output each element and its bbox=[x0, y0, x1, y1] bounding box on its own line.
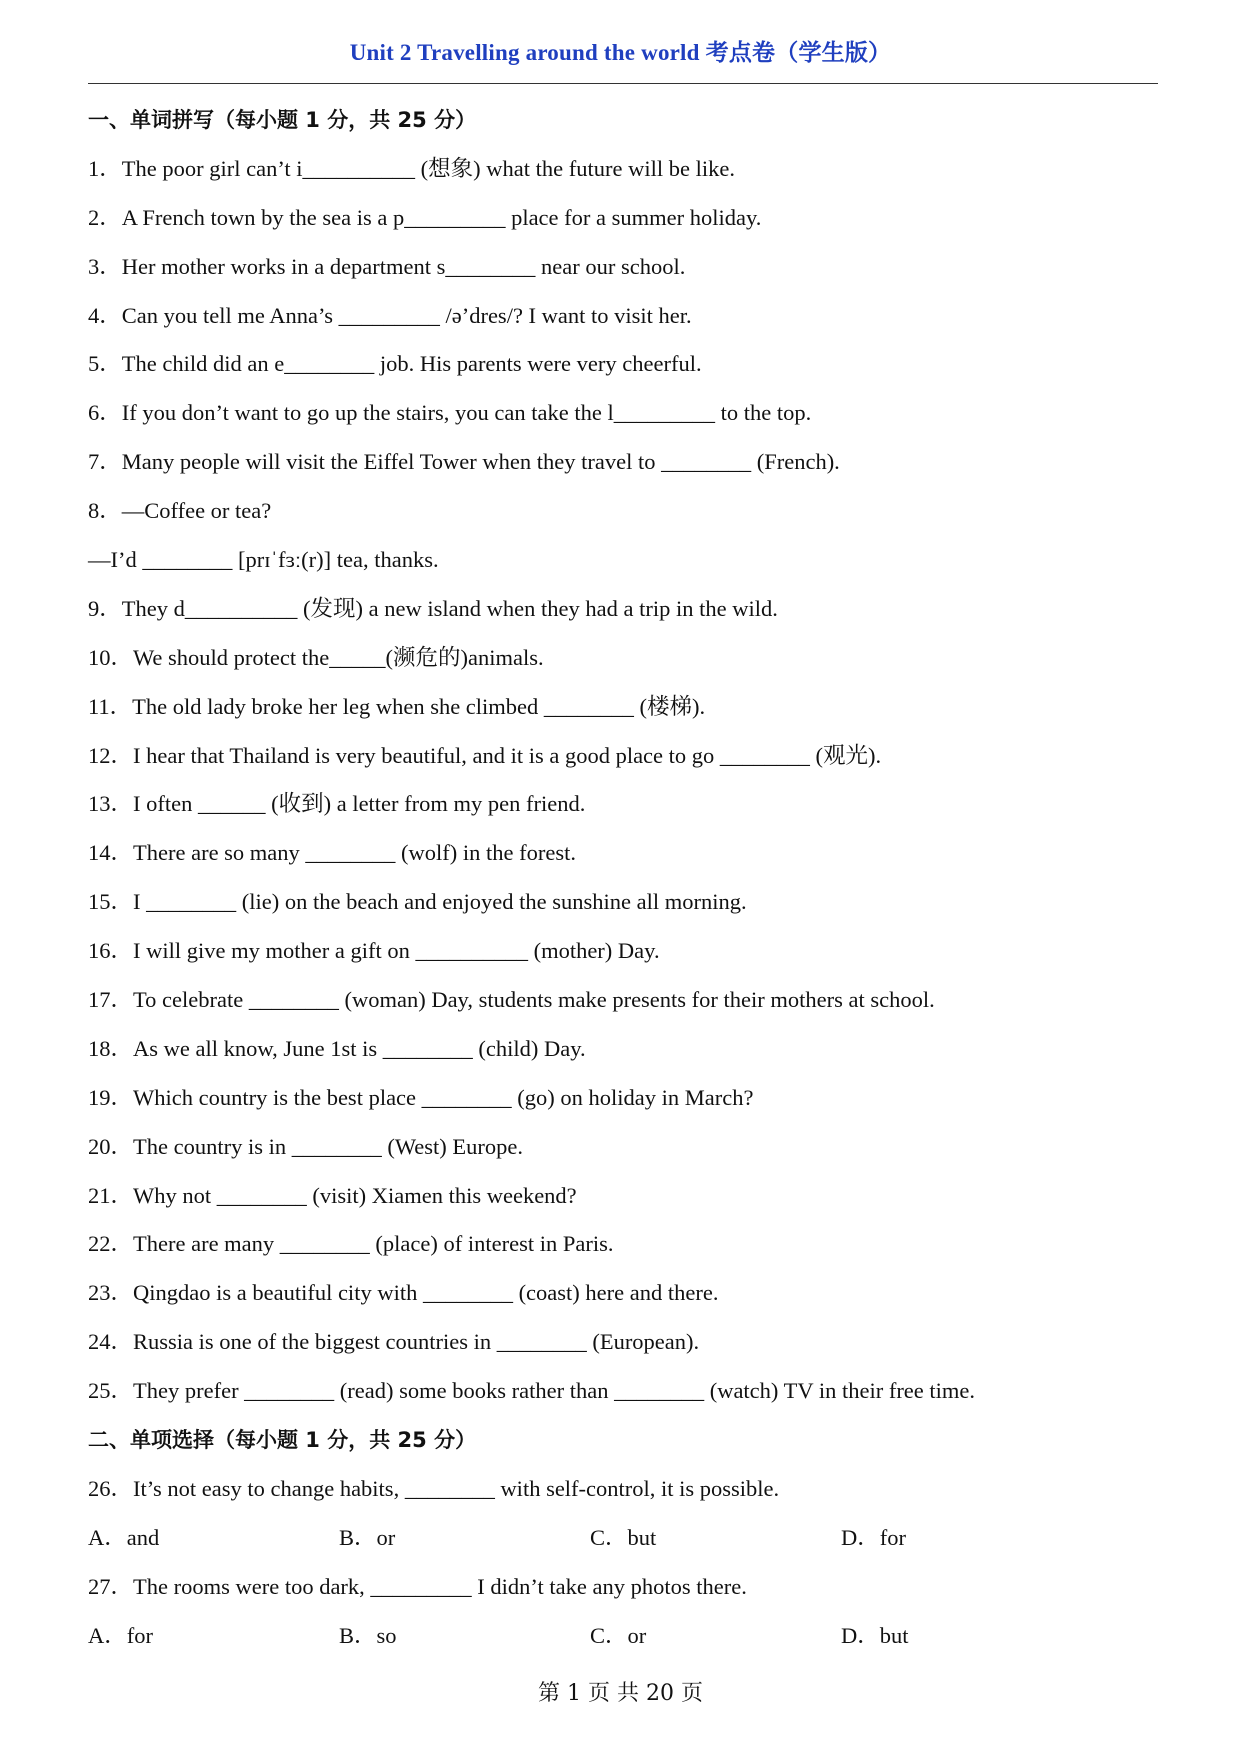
header-divider bbox=[88, 83, 1158, 84]
question-22: 22．There are many ________ (place) of interest in Paris. bbox=[88, 1231, 614, 1257]
section1-item-list bbox=[88, 145, 1168, 1416]
question-24: 24．Russia is one of the biggest countries in ________ (European). bbox=[88, 1329, 700, 1355]
question-17: 17．To celebrate ________ (woman) Day, students make presents for their mothers at school. bbox=[88, 987, 935, 1013]
question-23: 23．Qingdao is a beautiful city with ________ (coast) here and there. bbox=[88, 1280, 719, 1306]
question-26-option-c: C．but bbox=[590, 1524, 657, 1550]
question-11: 11．The old lady broke her leg when she climbed ________ (楼梯). bbox=[88, 693, 706, 719]
question-16: 16．I will give my mother a gift on __________ (mother) Day. bbox=[88, 938, 660, 964]
question-6: 6．If you don’t want to go up the stairs, you can take the l_________ to the top. bbox=[88, 400, 812, 426]
section2-heading: 二、单项选择（每小题 1 分，共 25 分） bbox=[88, 1428, 477, 1453]
page-number-footer: 第 1 页 共 20 页 bbox=[538, 1681, 703, 1706]
question-27-option-c: C．or bbox=[590, 1622, 647, 1648]
question-13: 13．I often ______ (收到) a letter from my pen friend. bbox=[88, 791, 586, 817]
question-3: 3．Her mother works in a department s________ near our school. bbox=[88, 253, 686, 279]
section2-question-list bbox=[88, 1465, 1168, 1661]
question-8: 8．—Coffee or tea? bbox=[88, 498, 272, 524]
question-27-option-b: B．so bbox=[339, 1622, 397, 1648]
question-10: 10．We should protect the_____(濒危的)animals. bbox=[88, 644, 544, 670]
question-15: 15．I ________ (lie) on the beach and enjoyed the sunshine all morning. bbox=[88, 889, 747, 915]
question-14: 14．There are so many ________ (wolf) in the forest. bbox=[88, 840, 576, 866]
question-8-reply: —I’d ________ [prɪˈfɜː(r)] tea, thanks. bbox=[88, 547, 439, 573]
page-title bbox=[0, 34, 1241, 67]
question-26-option-a: A．and bbox=[88, 1524, 160, 1550]
question-5: 5．The child did an e________ job. His parents were very cheerful. bbox=[88, 351, 702, 377]
section1-heading: 一、单词拼写（每小题 1 分，共 25 分） bbox=[88, 108, 477, 132]
question-27-option-a: A．for bbox=[88, 1622, 153, 1648]
question-21: 21．Why not ________ (visit) Xiamen this weekend? bbox=[88, 1182, 577, 1208]
question-2: 2．A French town by the sea is a p_________ place for a summer holiday. bbox=[88, 204, 762, 230]
question-9: 9．They d__________ (发现) a new island when they had a trip in the wild. bbox=[88, 595, 778, 621]
question-25: 25．They prefer ________ (read) some books rather than ________ (watch) TV in their free time. bbox=[88, 1378, 976, 1404]
question-26-stem: 26．It’s not easy to change habits, ________ with self-control, it is possible. bbox=[88, 1475, 780, 1501]
question-12: 12．I hear that Thailand is very beautiful, and it is a good place to go ________ (观光). bbox=[88, 742, 882, 768]
title-chinese: 考点卷（学生版） bbox=[705, 40, 892, 65]
title-english: Unit 2 Travelling around the world bbox=[349, 40, 700, 65]
question-26-option-b: B．or bbox=[339, 1524, 396, 1550]
question-27-stem: 27．The rooms were too dark, _________ I didn’t take any photos there. bbox=[88, 1573, 747, 1599]
question-26-options bbox=[88, 1514, 1168, 1563]
question-20: 20．The country is in ________ (West) Europe. bbox=[88, 1133, 523, 1159]
question-27-option-d: D．but bbox=[841, 1622, 909, 1648]
question-1: 1．The poor girl can’t i__________ (想象) what the future will be like. bbox=[88, 155, 735, 181]
question-26-option-d: D．for bbox=[841, 1524, 906, 1550]
document-body bbox=[88, 96, 1168, 1661]
question-7: 7．Many people will visit the Eiffel Tower when they travel to ________ (French). bbox=[88, 449, 840, 475]
question-19: 19．Which country is the best place ________ (go) on holiday in March? bbox=[88, 1084, 754, 1110]
question-4: 4．Can you tell me Anna’s _________ /ə’dres/? I want to visit her. bbox=[88, 302, 692, 328]
question-27-options bbox=[88, 1612, 1168, 1661]
question-18: 18．As we all know, June 1st is ________ (child) Day. bbox=[88, 1035, 586, 1061]
